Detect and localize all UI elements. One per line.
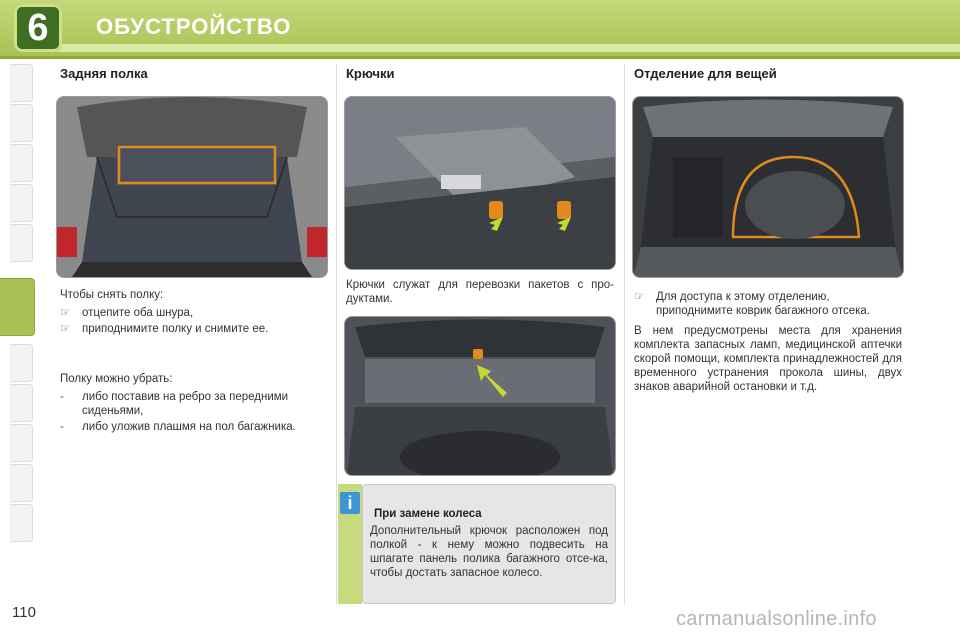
chapter-tab[interactable]	[10, 344, 33, 382]
chapter-badge	[14, 4, 62, 52]
header-accent-stripe	[40, 44, 960, 52]
section-title-hooks: Крючки	[346, 66, 395, 81]
storage-option: - либо уложив плашмя на пол багажника.	[60, 421, 296, 433]
dash-marker: -	[60, 421, 64, 433]
hook-under-shelf-photo	[344, 316, 616, 476]
chapter-tab[interactable]	[10, 464, 33, 502]
chapter-header	[0, 0, 960, 59]
chapter-tab[interactable]	[10, 424, 33, 462]
chapter-tab[interactable]	[10, 144, 33, 182]
chapter-tab[interactable]	[10, 184, 33, 222]
storage-intro: Полку можно убрать:	[60, 373, 173, 385]
instruction-step: ☞ Для доступа к этому отделению, приподнимите коврик багажного отсека.	[634, 291, 871, 317]
chapter-title: ОБУСТРОЙСТВО	[96, 14, 292, 39]
chapter-tabs	[0, 64, 34, 574]
chapter-tab[interactable]	[10, 224, 33, 262]
column-divider	[624, 64, 625, 604]
chapter-number: 6	[27, 7, 49, 49]
storage-option: - либо поставив на ребро за передними сиденьями,	[60, 391, 289, 417]
column-divider	[336, 64, 337, 604]
info-icon: i	[340, 492, 360, 514]
section-title-rear-shelf: Задняя полка	[60, 66, 148, 81]
hooks-photo	[344, 96, 616, 270]
rear-shelf-photo	[56, 96, 328, 278]
pointer-icon: ☞	[60, 323, 71, 335]
instruction-step: ☞ приподнимите полку и снимите ее.	[60, 323, 269, 335]
chapter-tab[interactable]	[10, 104, 33, 142]
instruction-step: ☞ отцепите оба шнура,	[60, 307, 194, 319]
info-title: При замене колеса	[374, 508, 482, 520]
rear-shelf-instructions	[60, 288, 326, 338]
pointer-icon: ☞	[634, 291, 645, 303]
pointer-icon: ☞	[60, 307, 71, 319]
dash-marker: -	[60, 391, 64, 403]
info-text: Дополнительный крючок расположен под полкой - к нему можно подвесить на шпагате панель полика багажного отсе-ка, чтобы достать запасное колесо.	[370, 525, 608, 579]
hooks-description: Крючки служат для перевозки пакетов с про-дуктами.	[346, 279, 614, 305]
watermark: carmanualsonline.info	[676, 608, 877, 630]
chapter-tab[interactable]	[10, 64, 33, 102]
rear-shelf-intro: Чтобы снять полку:	[60, 289, 164, 301]
storage-compartment-description: В нем предусмотрены места для хранения комплекта запасных ламп, медицинской аптечки скорой помощи, комплекта принадлежностей для временного устранения прокола шины, двух знаков аварийной остановки и т.д.	[634, 325, 902, 393]
rear-shelf-storage-notes	[60, 372, 326, 436]
chapter-tab-active[interactable]	[0, 278, 35, 336]
page-number: 110	[12, 604, 36, 621]
storage-compartment-instructions	[634, 288, 902, 398]
storage-compartment-photo	[632, 96, 904, 278]
section-title-storage-compartment: Отделение для вещей	[634, 66, 777, 81]
chapter-tab[interactable]	[10, 384, 33, 422]
chapter-tab[interactable]	[10, 504, 33, 542]
